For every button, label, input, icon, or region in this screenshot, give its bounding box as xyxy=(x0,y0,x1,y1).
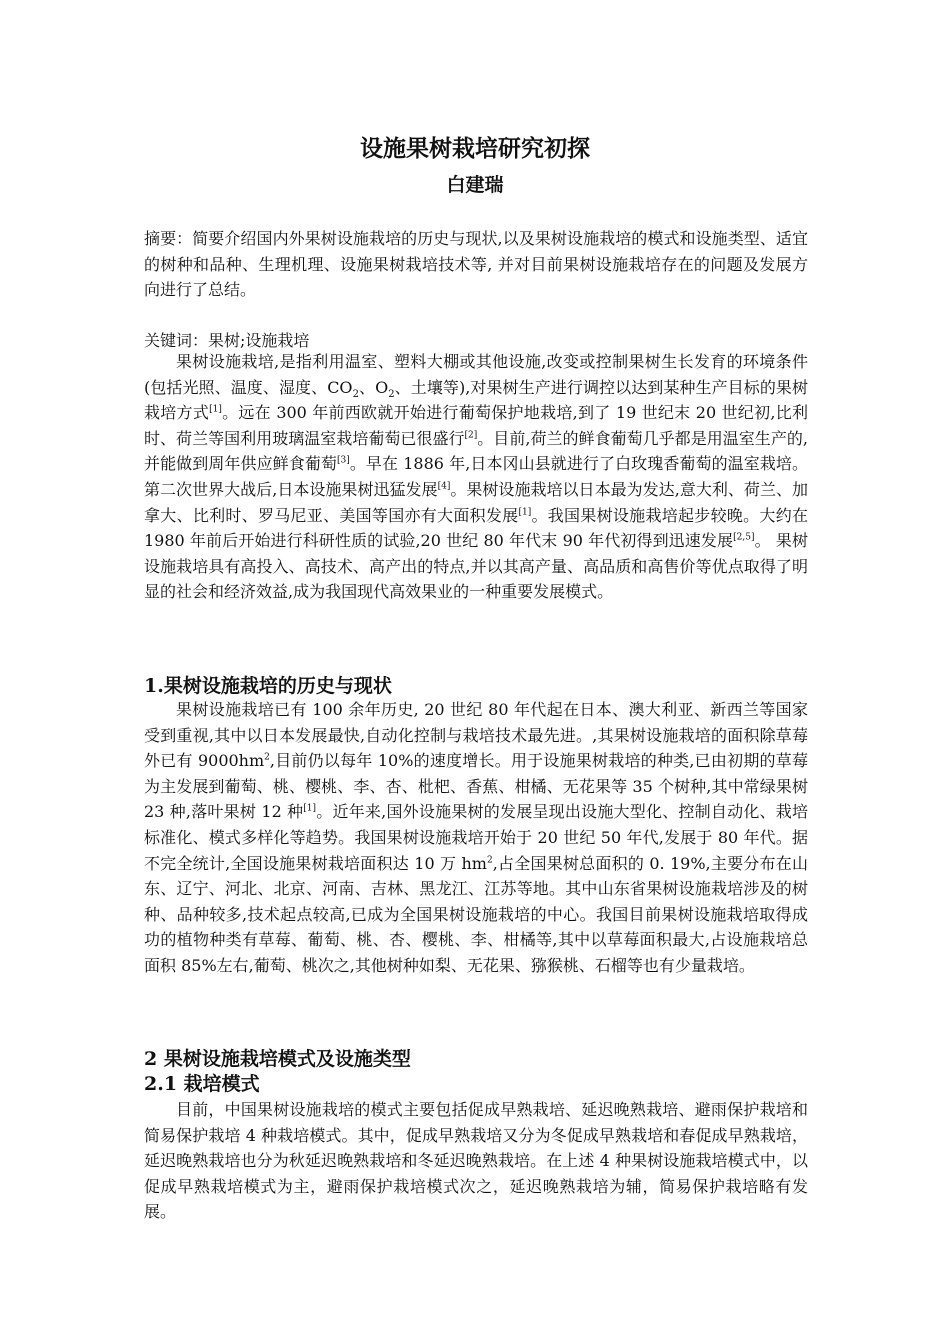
section-2-1-paragraph: 目前，中国果树设施栽培的模式主要包括促成早熟栽培、延迟晚熟栽培、避雨保护栽培和简易保护栽培 4 种栽培模式。其中，促成早熟栽培又分为冬促成早熟栽培和春促成早熟栽培，延迟晚熟栽培也分为秋延迟晚熟栽培和冬延迟晚熟栽培。在上述 4 种果树设施栽培模式中，以促成早熟栽培模式为主，避雨保护栽培模式次之，延迟晚熟栽培为辅，简易保护栽培略有发展。 xyxy=(144,1100,808,1222)
section-2-heading: 2 果树设施栽培模式及设施类型 xyxy=(144,1048,411,1070)
section-1-text: ,目前仍以每年 10%的速度增长。用于设施果树栽培的种类,已由初期的草莓为主发展到葡萄、桃、樱桃、李、杏、枇杷、香蕉、柑橘、无花果等 35 个树种,其中常绿果树 23 种,落叶果树 12 种 xyxy=(144,751,808,822)
section-1-text: 。近年来,国外设施果树的发展呈现出设施大型化、控制自动化、栽培标准化、模式多样化等趋势。我国果树设施栽培开始于 20 世纪 50 年代,发展于 80 年代。据不完全统计,全国设施果树栽培面积达 10 万 hm xyxy=(144,802,808,873)
superscript: 2 xyxy=(264,752,270,763)
section-1-paragraph xyxy=(144,697,808,979)
citation: [2,5] xyxy=(733,532,755,543)
citation: [2] xyxy=(464,430,478,441)
subscript: 2 xyxy=(352,388,359,400)
paper-author: 白建瑞 xyxy=(446,174,504,196)
intro-text: 。目前,荷兰的鲜食葡萄几乎都是用温室生产的,并能做到周年供应鲜食葡萄 xyxy=(144,428,808,474)
section-1-text: ,占全国果树总面积的 0. 19%,主要分布在山东、辽宁、河北、北京、河南、吉林、黑龙江、江苏等地。其中山东省果树设施栽培涉及的树种、品种较多,技术起点较高,已成为全国果树设施栽培的中心。我国目前果树设施栽培取得成功的植物种类有草莓、葡萄、桃、杏、樱桃、李、柑橘等,其中以草莓面积最大,占设施栽培总面积 85%左右,葡萄、桃次之,其他树种如梨、无花果、猕猴桃、石榴等也有少量栽培。 xyxy=(144,853,808,975)
subscript: 2 xyxy=(388,388,395,400)
superscript: 2 xyxy=(486,855,493,866)
citation: [4] xyxy=(437,481,451,492)
intro-text: 、土壤等),对果树生产进行调控以达到某种生产目标的果树栽培方式 xyxy=(144,377,808,423)
intro-text: 、O xyxy=(358,377,389,397)
intro-text: 果树设施栽培,是指利用温室、塑料大棚或其他设施,改变或控制果树生长发育的环境条件(包括光照、温度、湿度、CO xyxy=(144,352,808,397)
intro-text: 。我国果树设施栽培起步较晚。大约在 1980 年前后开始进行科研性质的试验,20 世纪 80 年代末 90 年代初得到迅速发展 xyxy=(144,505,808,551)
intro-text: 。果树设施栽培以日本最为发达,意大利、荷兰、加拿大、比利时、罗马尼亚、美国等国亦有大面积发展 xyxy=(144,479,808,525)
section-2-1-heading: 2.1 栽培模式 xyxy=(144,1073,260,1095)
citation: [1] xyxy=(209,404,222,415)
section-1-heading: 1.果树设施栽培的历史与现状 xyxy=(144,675,392,697)
intro-text: 。早在 1886 年,日本冈山县就进行了白玫瑰香葡萄的温室栽培。第二次世界大战后,日本设施果树迅猛发展 xyxy=(144,454,808,499)
intro-paragraph xyxy=(144,349,808,605)
intro-text: 。 果树设施栽培具有高投入、高技术、高产出的特点,并以其高产量、高品质和高售价等优点取得了明显的社会和经济效益,成为我国现代高效果业的一种重要发展模式。 xyxy=(144,531,808,602)
citation: [1] xyxy=(518,507,532,518)
citation: [1] xyxy=(303,804,317,815)
citation: [3] xyxy=(336,456,350,467)
section-1-text: 果树设施栽培已有 100 余年历史, 20 世纪 80 年代起在日本、澳大利亚、新西兰等国家受到重视,其中以日本发展最快,自动化控制与栽培技术最先进。,其果树设施栽培的面积除草莓外已有 9000hm xyxy=(144,700,808,771)
intro-text: 。远在 300 年前西欧就开始进行葡萄保护地栽培,到了 19 世纪末 20 世纪初,比利时、荷兰等国利用玻璃温室栽培葡萄已很盛行 xyxy=(144,403,808,448)
paper-title: 设施果树栽培研究初探 xyxy=(360,136,590,162)
abstract: 摘要：简要介绍国内外果树设施栽培的历史与现状,以及果树设施栽培的模式和设施类型、适宜的树种和品种、生理机理、设施果树栽培技术等, 并对目前果树设施栽培存在的问题及发展方向进行了总结。 xyxy=(144,229,808,300)
keywords: 关键词：果树;设施栽培 xyxy=(144,331,310,350)
